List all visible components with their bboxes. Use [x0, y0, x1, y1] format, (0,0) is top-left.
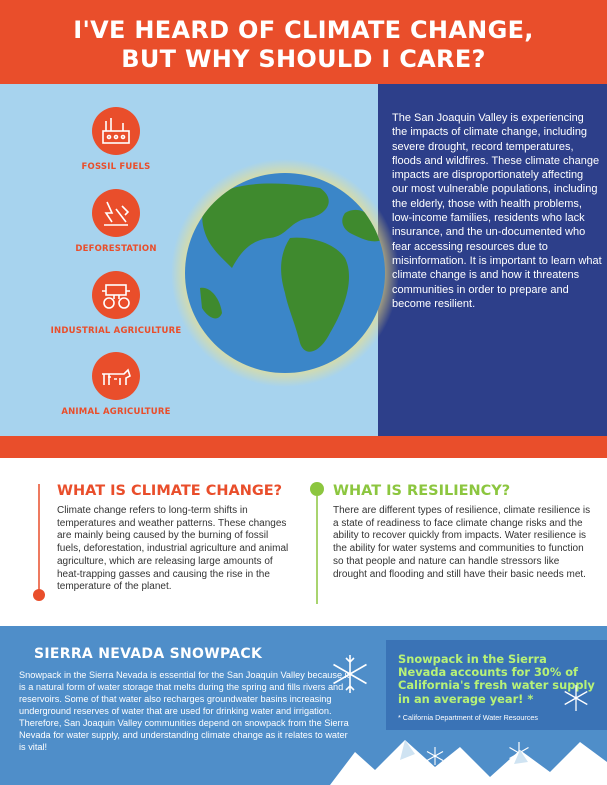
- stat-text: Snowpack in the Sierra Nevada accounts for 30% of California's fresh water supply in an average year! *: [398, 652, 595, 706]
- cause-label-animal-agriculture: ANIMAL AGRICULTURE: [61, 407, 171, 417]
- stat-source: * California Department of Water Resources: [398, 713, 538, 722]
- climate-change-text: Climate change refers to long-term shifts in temperatures and weather patterns. These changes are mainly being caused by the burning of fossil fuels, deforestation, industrial agriculture and animal agriculture, which are releasing large amounts of heat-trapping gasses and causing the rise in the temperature of the planet.: [57, 505, 289, 593]
- cause-label-fossil-fuels: FOSSIL FUELS: [81, 162, 151, 172]
- snowpack-text: Snowpack in the Sierra Nevada is essential for the San Joaquin Valley because it is a natural form of water storage that melts during the spring and fills rivers and reservoirs. Some of that water also recharges groundwater basins increasing underground reserves of water that are used for drinking water and irrigation. Therefore, San Joaquin Valley communities depend on snowpack from the Sierra Nevada for water supply, and understanding climate change as it relates to water is vital!: [19, 670, 350, 752]
- tree-axe-icon: [92, 189, 140, 237]
- climate-change-heading: WHAT IS CLIMATE CHANGE?: [57, 483, 283, 499]
- mountains-icon: [330, 732, 607, 785]
- header-banner: [0, 0, 607, 84]
- cause-label-deforestation: DEFORESTATION: [75, 244, 157, 254]
- tractor-icon: [92, 271, 140, 319]
- page-title-line-2: BUT WHY SHOULD I CARE?: [121, 45, 486, 73]
- globe-icon: [170, 158, 400, 388]
- climate-change-marker: [28, 478, 50, 608]
- resiliency-heading: WHAT IS RESILIENCY?: [333, 483, 511, 499]
- snowflake-icon-small: [561, 683, 591, 713]
- divider-bar: [0, 436, 607, 458]
- factory-icon: [92, 107, 140, 155]
- cause-label-industrial-agriculture: INDUSTRIAL AGRICULTURE: [50, 326, 182, 336]
- intro-text: The San Joaquin Valley is experiencing the impacts of climate change, including severe drought, record temperatures, floods and wildfires. These climate change impacts are disproportionately affecting our most vulnerable populations, including the elderly, those with health problems, low-income families, residents who lack insurance, and the un-documented who fear accessing resources due to misinformation. It is important to learn what climate change is and how it threatens communities in order to prepare and become resilient.: [392, 112, 602, 310]
- snowflake-icon: [328, 652, 372, 696]
- resiliency-text: There are different types of resilience, climate resilience is a state of readiness to face climate change risks and the ability to recover quickly from impacts. Water resilience is the ability for water systems and communities to function so that people and nature can handle stressors like drought and flooding and still have their basic needs met.: [333, 505, 591, 580]
- page-title-line-1: I'VE HEARD OF CLIMATE CHANGE,: [73, 16, 534, 44]
- resiliency-marker: [306, 478, 328, 608]
- cow-icon: [92, 352, 140, 400]
- snowpack-heading: SIERRA NEVADA SNOWPACK: [34, 646, 263, 662]
